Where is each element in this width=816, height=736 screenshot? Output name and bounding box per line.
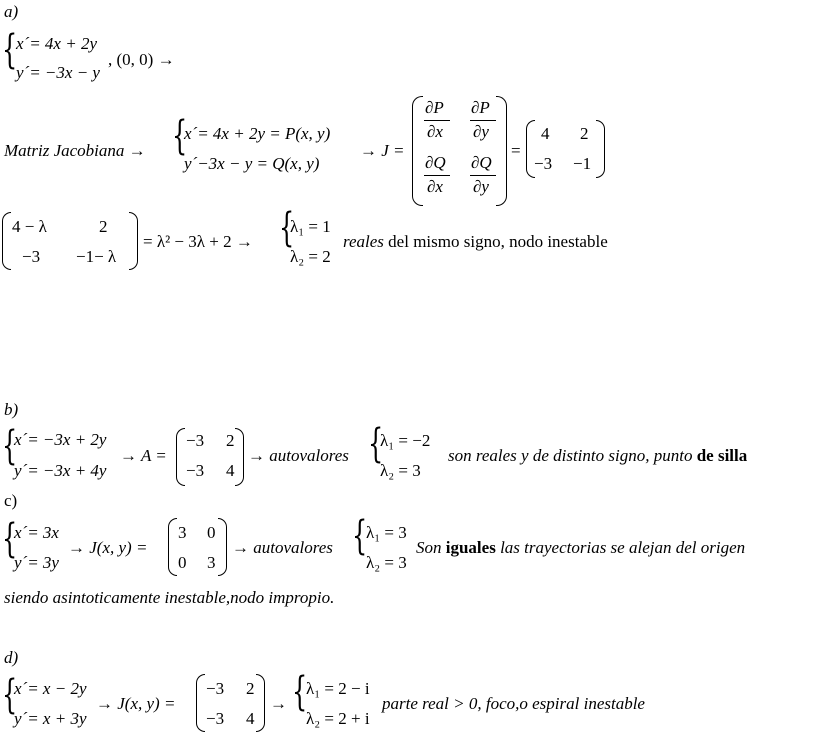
part-b-label: b) [4, 400, 19, 419]
part-c-eq2: y´= 3y [14, 553, 59, 572]
partial-y: ∂y [473, 177, 489, 196]
eigenvalue-2: λ₂ = 2 + i [306, 709, 370, 728]
left-brace: { [292, 669, 308, 715]
matrix-paren-right [218, 518, 227, 576]
matrix-paren-right [129, 212, 138, 270]
part-a-eq3: x´= 4x + 2y = P(x, y) [184, 124, 331, 143]
matrix-cell: −1− λ [76, 247, 117, 266]
matrix-cell: 2 [246, 679, 255, 698]
part-d-eq2: y´= x + 3y [14, 709, 87, 728]
matrix-cell: 0 [178, 553, 187, 572]
matrix-paren-left [176, 428, 185, 486]
matrix-arrow: → J(x, y) = [68, 538, 148, 557]
matrix-cell: 2 [580, 124, 589, 143]
part-d-label: d) [4, 648, 19, 667]
left-brace: { [279, 205, 295, 251]
partial-p: ∂P [471, 98, 490, 117]
matrix-paren-right [256, 674, 265, 732]
part-c-eq1: x´= 3x [14, 523, 59, 542]
matrix-cell: −3 [22, 247, 41, 266]
part-a-label: a) [4, 2, 19, 21]
fraction-bar [424, 175, 450, 176]
partial-x: ∂x [427, 177, 443, 196]
part-c-label: c) [4, 491, 18, 510]
left-brace: { [172, 113, 188, 159]
left-brace: { [2, 672, 18, 718]
part-d-eq1: x´= x − 2y [14, 679, 87, 698]
eigenvalue-1: λ₁ = −2 [380, 431, 431, 450]
part-d-conclusion: parte real > 0, foco,o espiral inestable [382, 694, 645, 713]
matrix-cell: −3 [534, 154, 553, 173]
matrix-cell: 4 [226, 461, 235, 480]
part-a-eq1: x´= 4x + 2y [16, 34, 97, 53]
partial-q: ∂Q [425, 153, 446, 172]
eigenvalue-2: λ₂ = 2 [290, 247, 331, 266]
matrix-cell: 3 [207, 553, 216, 572]
equals-sign: = [511, 141, 521, 160]
matrix-cell: 0 [207, 523, 216, 542]
matrix-arrow: → J(x, y) = [96, 694, 176, 713]
part-a-point: , (0, 0) → [108, 50, 175, 69]
matrix-cell: 3 [178, 523, 187, 542]
part-b-conclusion: son reales y de distinto signo, punto de silla [448, 446, 748, 465]
fraction-bar [470, 175, 496, 176]
matrix-arrow: → A = [120, 446, 167, 465]
matrix-paren-left [412, 96, 423, 206]
left-brace: { [2, 516, 18, 562]
part-c-conclusion-line2: siendo asintoticamente inestable,nodo impropio. [4, 588, 335, 607]
arrow: → [270, 694, 287, 713]
part-a-conclusion: reales del mismo signo, nodo inestable [343, 232, 608, 251]
matrix-paren-left [2, 212, 11, 270]
part-a-eq2: y´= −3x − y [16, 63, 100, 82]
matrix-cell: −3 [206, 679, 225, 698]
fraction-bar [424, 120, 450, 121]
partial-q: ∂Q [471, 153, 492, 172]
matrix-cell: 4 − λ [12, 217, 47, 236]
eigen-arrow: → autovalores [248, 446, 349, 465]
left-brace: { [352, 513, 368, 559]
matrix-cell: 4 [246, 709, 255, 728]
left-brace: { [2, 423, 18, 469]
eigenvalue-2: λ₂ = 3 [380, 461, 421, 480]
left-brace: { [368, 421, 384, 467]
matrix-paren-right [235, 428, 244, 486]
part-b-eq2: y´= −3x + 4y [14, 461, 107, 480]
matrix-paren-right [496, 96, 507, 206]
matrix-cell: 4 [541, 124, 550, 143]
part-a-eq4: y´−3x − y = Q(x, y) [184, 154, 320, 173]
eigenvalue-2: λ₂ = 3 [366, 553, 407, 572]
jacobian-arrow: → J = [360, 141, 405, 160]
jacobian-label: Matriz Jacobiana → [4, 141, 146, 160]
part-b-eq1: x´= −3x + 2y [14, 430, 107, 449]
matrix-cell: −3 [206, 709, 225, 728]
matrix-cell: −3 [186, 461, 205, 480]
matrix-cell: 2 [226, 431, 235, 450]
matrix-cell: −1 [573, 154, 592, 173]
matrix-cell: 2 [99, 217, 108, 236]
matrix-paren-left [196, 674, 205, 732]
characteristic-polynomial: = λ² − 3λ + 2 → [143, 232, 253, 251]
eigenvalue-1: λ₁ = 3 [366, 523, 407, 542]
eigen-arrow: → autovalores [232, 538, 333, 557]
part-c-conclusion: Son iguales las trayectorias se alejan del origen [416, 538, 746, 557]
partial-y: ∂y [473, 122, 489, 141]
matrix-paren-right [596, 120, 605, 178]
eigenvalue-1: λ₁ = 1 [290, 217, 331, 236]
left-brace: { [2, 27, 18, 73]
matrix-cell: −3 [186, 431, 205, 450]
fraction-bar [470, 120, 496, 121]
matrix-paren-left [168, 518, 177, 576]
eigenvalue-1: λ₁ = 2 − i [306, 679, 370, 698]
partial-p: ∂P [425, 98, 444, 117]
partial-x: ∂x [427, 122, 443, 141]
